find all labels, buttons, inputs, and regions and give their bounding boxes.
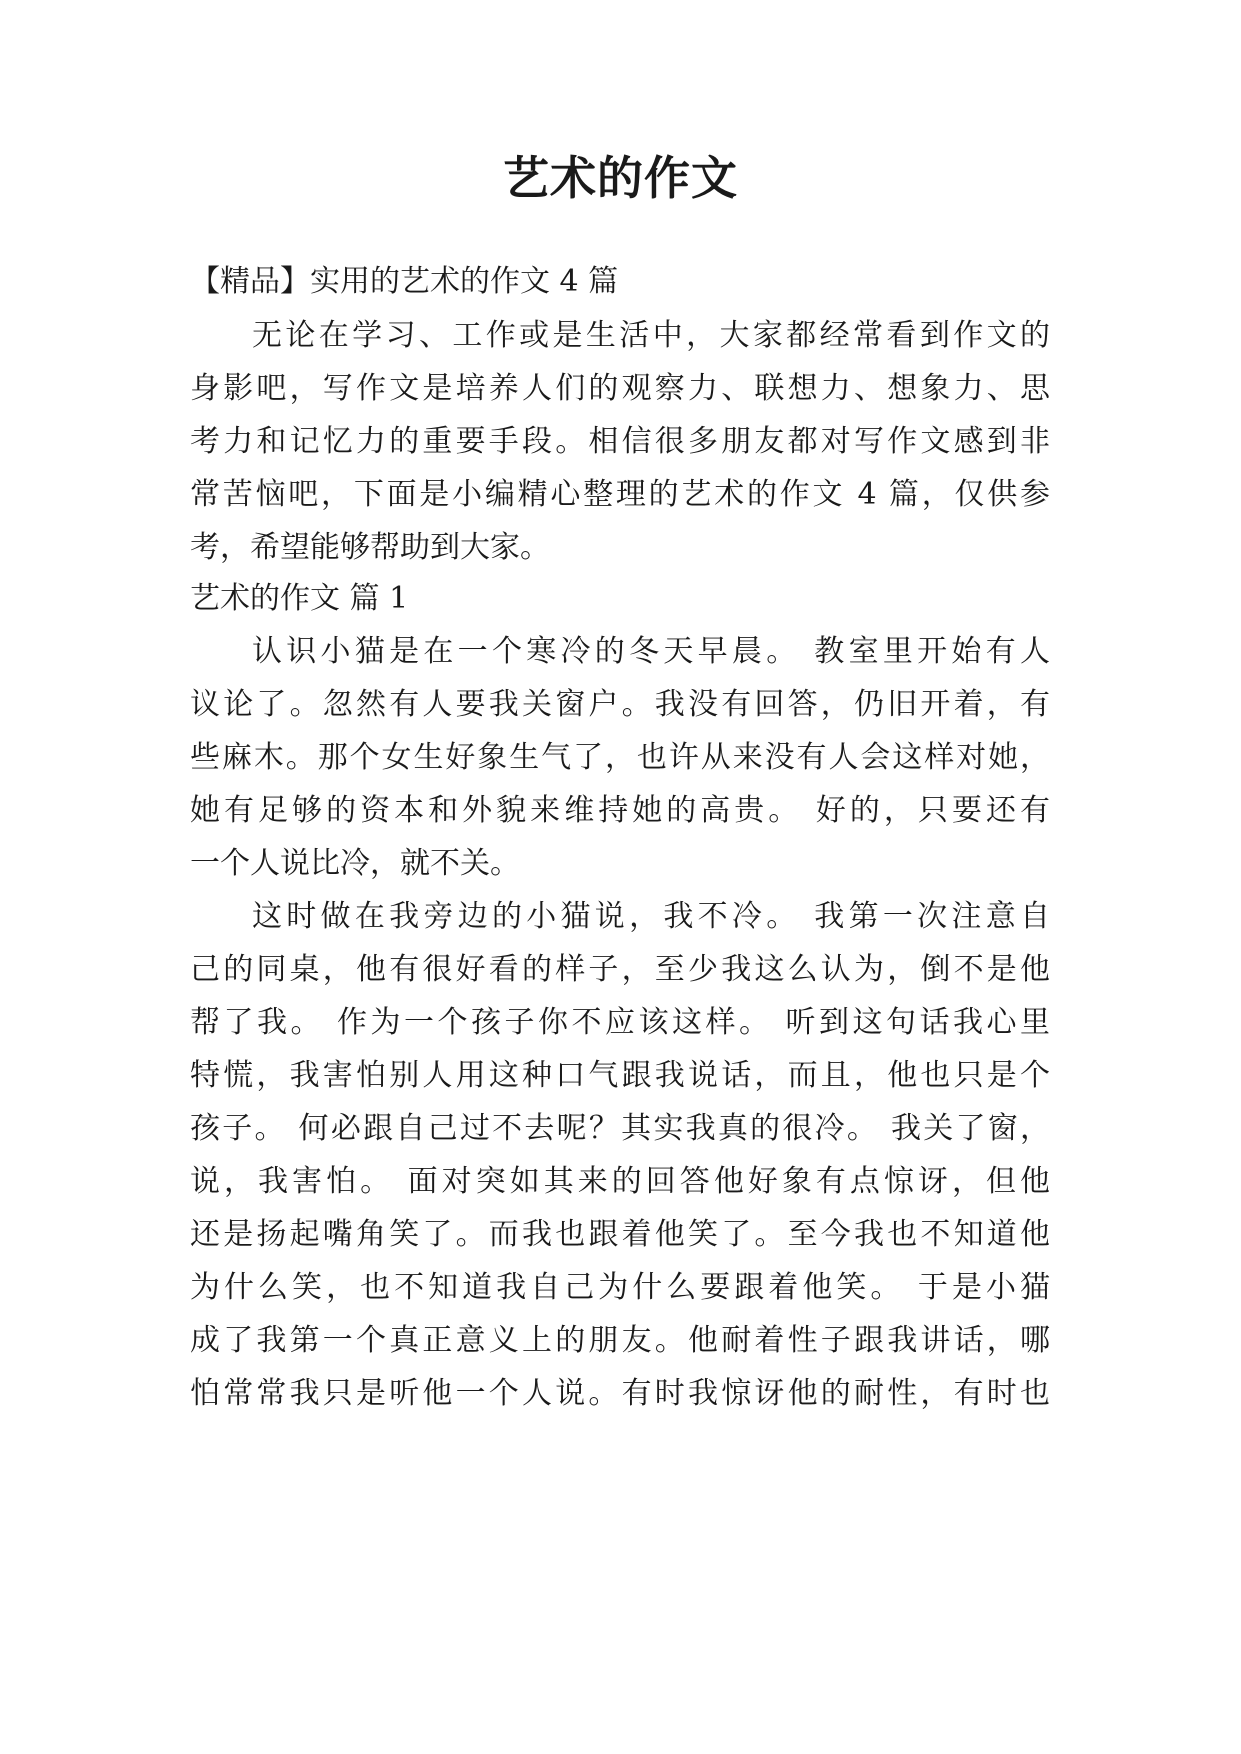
intro-line: 常苦恼吧，下面是小编精心整理的艺术的作文 4 篇，仅供参 <box>190 477 1050 512</box>
paragraph-line: 己的同桌，他有很好看的样子，至少我这么认为，倒不是他 <box>190 952 1050 987</box>
intro-line: 身影吧，写作文是培养人们的观察力、联想力、想象力、思 <box>190 371 1050 406</box>
paragraph-line: 孩子。 何必跟自己过不去呢？其实我真的很冷。 我关了窗， <box>190 1111 1050 1146</box>
intro-line: 考力和记忆力的重要手段。相信很多朋友都对写作文感到非 <box>190 424 1050 459</box>
intro-line: 无论在学习、工作或是生活中，大家都经常看到作文的 <box>252 318 1050 353</box>
paragraph-line: 成了我第一个真正意义上的朋友。他耐着性子跟我讲话，哪 <box>190 1323 1050 1358</box>
paragraph-line: 怕常常我只是听他一个人说。有时我惊讶他的耐性，有时也 <box>190 1376 1050 1411</box>
section-heading: 艺术的作文 篇 1 <box>190 581 409 616</box>
paragraph-line: 为什么笑，也不知道我自己为什么要跟着他笑。 于是小猫 <box>190 1270 1050 1305</box>
document-subtitle: 【精品】实用的艺术的作文 4 篇 <box>190 264 619 299</box>
page-title: 艺术的作文 <box>503 151 738 205</box>
paragraph-line: 帮了我。 作为一个孩子你不应该这样。 听到这句话我心里 <box>190 1005 1050 1040</box>
paragraph-line: 说，我害怕。 面对突如其来的回答他好象有点惊讶，但他 <box>190 1164 1050 1199</box>
paragraph-line: 特慌，我害怕别人用这种口气跟我说话，而且，他也只是个 <box>190 1058 1050 1093</box>
paragraph-line: 认识小猫是在一个寒冷的冬天早晨。 教室里开始有人 <box>252 634 1050 669</box>
paragraph-line: 议论了。忽然有人要我关窗户。我没有回答，仍旧开着，有 <box>190 687 1050 722</box>
paragraph-line: 些麻木。那个女生好象生气了，也许从来没有人会这样对她， <box>190 740 1050 775</box>
paragraph-line: 一个人说比冷，就不关。 <box>190 846 520 881</box>
paragraph-line: 她有足够的资本和外貌来维持她的高贵。 好的，只要还有 <box>190 793 1050 828</box>
intro-line: 考，希望能够帮助到大家。 <box>190 530 550 565</box>
paragraph-line: 还是扬起嘴角笑了。而我也跟着他笑了。至今我也不知道他 <box>190 1217 1050 1252</box>
paragraph-line: 这时做在我旁边的小猫说，我不冷。 我第一次注意自 <box>252 899 1050 934</box>
